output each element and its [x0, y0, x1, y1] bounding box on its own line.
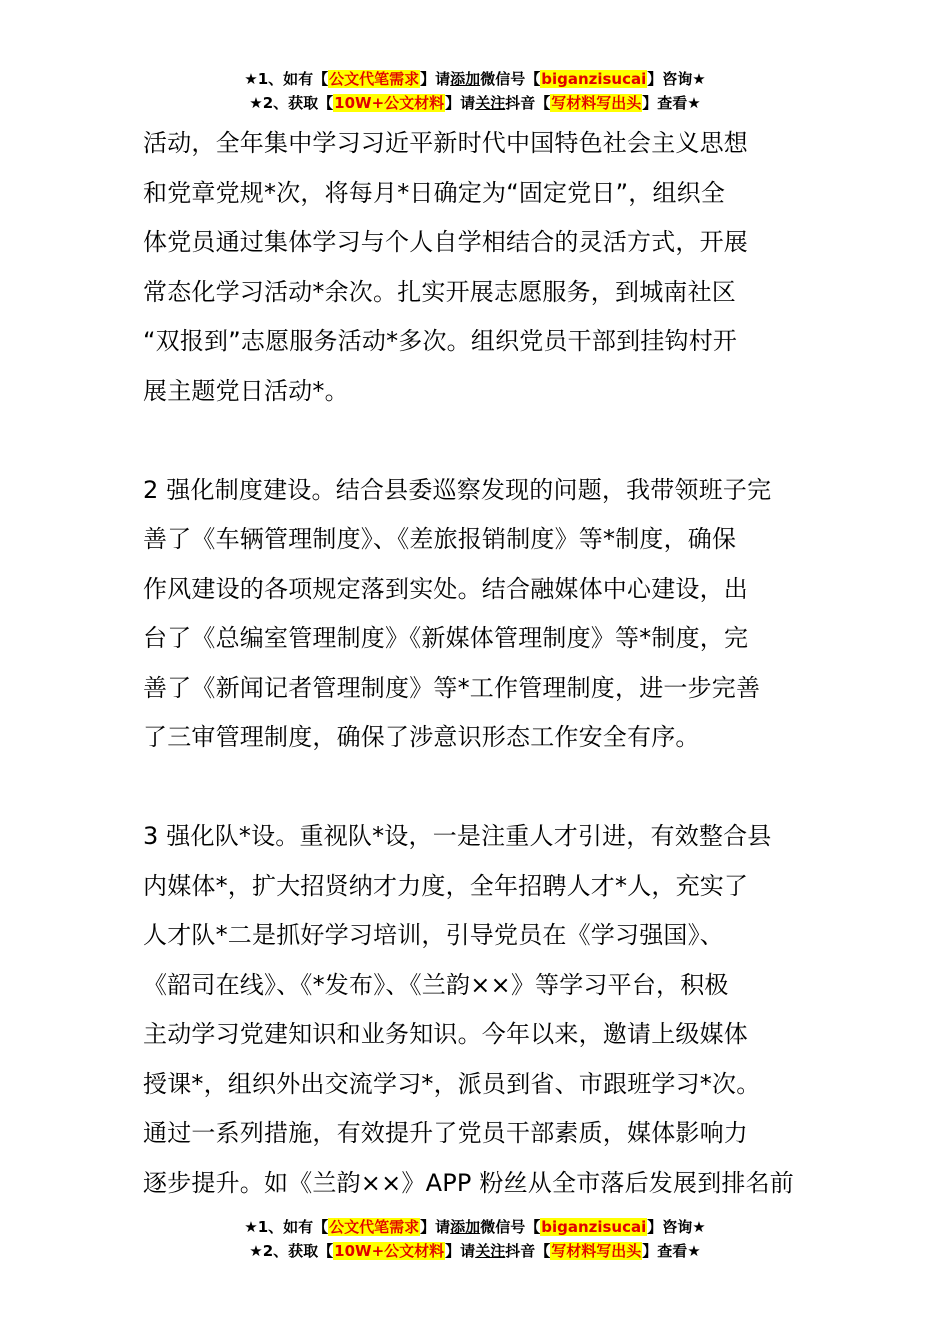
text-line: 通过一系列措施，有效提升了党员干部素质，媒体影响力: [143, 1119, 748, 1147]
text-line: 内媒体*，扩大招贤纳才力度，全年招聘人才*人，充实了: [143, 871, 749, 900]
banner-text: 】咨询: [647, 70, 693, 88]
banner-line-2: [0, 1240, 950, 1264]
document-body: [143, 119, 811, 1208]
header-banner: [0, 68, 950, 116]
star-icon: ★: [249, 94, 263, 112]
text-line: 善了《新闻记者管理制度》等*工作管理制度，进一步完善: [143, 673, 761, 702]
footer-banner: [0, 1216, 950, 1264]
banner-text: 】咨询: [647, 1218, 693, 1236]
banner-text: 】请: [445, 94, 476, 112]
star-icon: ★: [244, 70, 258, 88]
highlight-text: 10W+公文材料: [334, 94, 445, 112]
banner-text: 2、获取【: [262, 1242, 334, 1260]
banner-text: 抖音【: [505, 94, 551, 112]
text-line: 主动学习党建知识和业务知识。今年以来，邀请上级媒体: [143, 1020, 748, 1048]
star-icon: ★: [687, 94, 701, 112]
text-line: 2 强化制度建设。结合县委巡察发现的问题，我带领班子完: [143, 475, 772, 504]
underlined-text: 添加: [450, 1218, 481, 1236]
underlined-text: 关注: [475, 94, 506, 112]
wechat-id: biganzisucai: [541, 70, 647, 88]
text-line: 授课*，组织外出交流学习*，派员到省、市跟班学习*次。: [143, 1069, 761, 1098]
douyin-account: 写材料写出头: [551, 1242, 642, 1260]
text-line: 了三审管理制度，确保了涉意识形态工作安全有序。: [143, 723, 700, 751]
star-icon: ★: [692, 1218, 706, 1236]
banner-text: 抖音【: [505, 1242, 551, 1260]
paragraph-spacer: [143, 763, 811, 813]
highlight-text: 10W+公文材料: [334, 1242, 445, 1260]
banner-text: 】查看: [642, 1242, 688, 1260]
star-icon: ★: [687, 1242, 701, 1260]
text-line: 展主题党日活动*。: [143, 376, 349, 405]
banner-text: 1、如有【: [257, 70, 329, 88]
text-line: 台了《总编室管理制度》《新媒体管理制度》等*制度，完: [143, 624, 749, 652]
text-line: 《韶司在线》、《*发布》、《兰韵××》等学习平台，积极: [143, 970, 729, 999]
text-line: 体党员通过集体学习与个人自学相结合的灵活方式，开展: [143, 228, 748, 256]
star-icon: ★: [692, 70, 706, 88]
text-line: 人才队*二是抓好学习培训，引导党员在《学习强国》、: [143, 921, 724, 949]
star-icon: ★: [244, 1218, 258, 1236]
banner-text: 1、如有【: [257, 1218, 329, 1236]
banner-line-1: [0, 68, 950, 92]
paragraph-spacer: [143, 416, 811, 466]
banner-text: 微信号【: [480, 1218, 541, 1236]
underlined-text: 添加: [450, 70, 481, 88]
highlight-text: 公文代笔需求: [329, 1218, 420, 1236]
banner-text: 2、获取【: [262, 94, 334, 112]
paragraph-activities: [143, 119, 811, 416]
paragraph-system-building: [143, 466, 811, 763]
text-line: 逐步提升。如《兰韵××》APP 粉丝从全市落后发展到排名前: [143, 1168, 795, 1197]
banner-line-2: [0, 92, 950, 116]
text-line: “双报到”志愿服务活动*多次。组织党员干部到挂钩村开: [143, 327, 738, 355]
text-line: 常态化学习活动*余次。扎实开展志愿服务，到城南社区: [143, 277, 736, 306]
banner-text: 】请: [445, 1242, 476, 1260]
text-line: 活动，全年集中学习习近平新时代中国特色社会主义思想: [143, 129, 748, 157]
banner-text: 微信号【: [480, 70, 541, 88]
highlight-text: 公文代笔需求: [329, 70, 420, 88]
wechat-id: biganzisucai: [541, 1218, 647, 1236]
banner-text: 】请: [420, 70, 451, 88]
banner-text: 】查看: [642, 94, 688, 112]
text-line: 和党章党规*次，将每月*日确定为“固定党日”，组织全: [143, 178, 726, 207]
text-line: 善了《车辆管理制度》、《差旅报销制度》等*制度，确保: [143, 525, 737, 553]
banner-line-1: [0, 1216, 950, 1240]
star-icon: ★: [249, 1242, 263, 1260]
paragraph-team-building: [143, 812, 811, 1208]
underlined-text: 关注: [475, 1242, 506, 1260]
text-line: 作风建设的各项规定落到实处。结合融媒体中心建设，出: [143, 574, 748, 603]
douyin-account: 写材料写出头: [551, 94, 642, 112]
text-line: 3 强化队*设。重视队*设，一是注重人才引进，有效整合县: [143, 822, 772, 850]
banner-text: 】请: [420, 1218, 451, 1236]
